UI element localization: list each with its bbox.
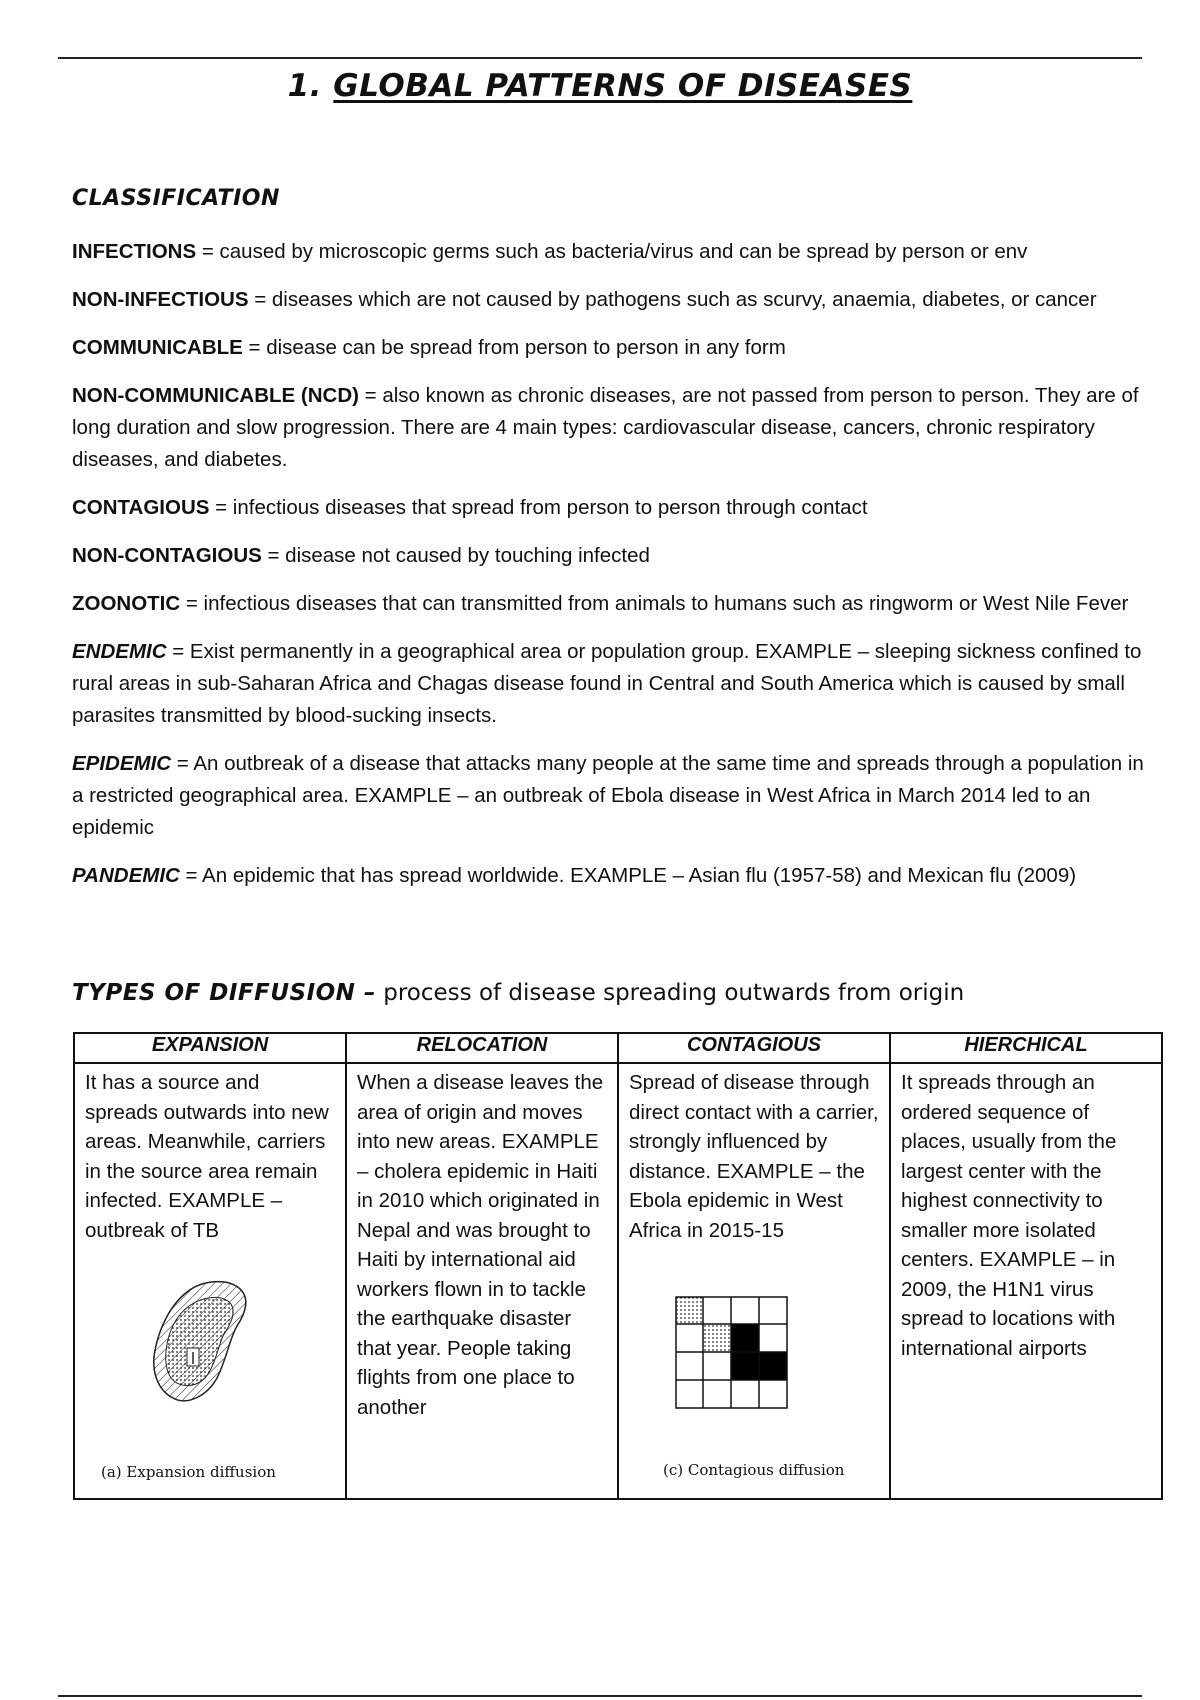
definition-non-contagious xyxy=(72,540,1152,572)
table-header-row xyxy=(74,1033,1162,1063)
diffusion-subheading: process of disease spreading outwards from origin xyxy=(375,980,965,1006)
header-hierarchical: HIERCHICAL xyxy=(890,1033,1162,1063)
page-title xyxy=(0,68,1200,104)
title-number: 1. xyxy=(287,68,322,104)
definition-text: = caused by microscopic germs such as bacteria/virus and can be spread by person or env xyxy=(196,240,1028,263)
definition-contagious xyxy=(72,492,1152,524)
expansion-text: It has a source and spreads outwards into new areas. Meanwhile, carriers in the source area remain infected. EXAMPLE – outbreak of TB xyxy=(85,1071,329,1242)
definition-non-infectious xyxy=(72,284,1152,316)
contagious-caption: (c) Contagious diffusion xyxy=(663,1461,845,1479)
cell-relocation xyxy=(346,1063,618,1499)
cell-hierarchical xyxy=(890,1063,1162,1499)
diffusion-heading xyxy=(72,980,964,1006)
cell-contagious xyxy=(618,1063,890,1499)
grid-cell-dotted xyxy=(703,1324,730,1351)
definition-text: = diseases which are not caused by pathogens such as scurvy, anaemia, diabetes, or cancer xyxy=(248,288,1097,311)
expansion-diffusion-figure xyxy=(147,1274,257,1414)
header-relocation: RELOCATION xyxy=(346,1033,618,1063)
classification-heading: CLASSIFICATION xyxy=(72,186,280,211)
term: ENDEMIC xyxy=(72,640,167,663)
contagious-diffusion-figure xyxy=(675,1296,789,1412)
table-row xyxy=(74,1063,1162,1499)
expansion-caption: (a) Expansion diffusion xyxy=(101,1463,276,1481)
definition-text: = disease not caused by touching infected xyxy=(261,544,650,567)
diffusion-table xyxy=(73,1032,1163,1500)
definition-text: = An epidemic that has spread worldwide. EXAMPLE – Asian flu (1957-58) and Mexican flu (2009) xyxy=(179,864,1077,887)
definition-zoonotic xyxy=(72,588,1152,620)
relocation-text: When a disease leaves the area of origin and moves into new areas. EXAMPLE – cholera epidemic in Haiti in 2010 which originated in Nepal and was brought to Haiti by international aid workers flown in to tackle the earthquake disaster that year. People taking flights from one place to another xyxy=(357,1071,604,1419)
top-rule xyxy=(58,57,1142,59)
term: COMMUNICABLE xyxy=(72,336,243,359)
term: NON-COMMUNICABLE (NCD) xyxy=(72,384,359,407)
contagious-text: Spread of disease through direct contact with a carrier, strongly influenced by distance. EXAMPLE – the Ebola epidemic in West Africa in 2015-15 xyxy=(629,1071,879,1242)
cell-expansion xyxy=(74,1063,346,1499)
term: PANDEMIC xyxy=(72,864,180,887)
diffusion-heading-bold: TYPES OF DIFFUSION – xyxy=(72,980,376,1006)
definition-text: = An outbreak of a disease that attacks many people at the same time and spreads through a population in a restricted geographical area. EXAMPLE – an outbreak of Ebola disease in West Africa in March 2014 led to an epidemic xyxy=(72,752,1144,839)
definitions-list xyxy=(72,236,1152,908)
term: ZOONOTIC xyxy=(72,592,181,615)
grid-cell-black xyxy=(731,1324,759,1352)
bottom-rule xyxy=(58,1695,1142,1697)
definition-epidemic xyxy=(72,748,1152,844)
term: NON-CONTAGIOUS xyxy=(72,544,262,567)
definition-non-communicable xyxy=(72,380,1152,476)
grid-cell-dotted xyxy=(676,1297,703,1324)
hierarchical-text: It spreads through an ordered sequence of places, usually from the largest center with the highest connectivity to smaller more isolated centers. EXAMPLE – in 2009, the H1N1 virus spread to locations with international airports xyxy=(901,1071,1117,1360)
definition-pandemic xyxy=(72,860,1152,892)
definition-infections xyxy=(72,236,1152,268)
definition-text: = Exist permanently in a geographical area or population group. EXAMPLE – sleeping sickness confined to rural areas in sub-Saharan Africa and Chagas disease found in Central and South America which is caused by small parasites transmitted by blood-sucking insects. xyxy=(72,640,1142,727)
definition-text: = infectious diseases that spread from person to person through contact xyxy=(209,496,868,519)
title-text: GLOBAL PATTERNS OF DISEASES xyxy=(333,68,913,104)
definition-text: = also known as chronic diseases, are not passed from person to person. They are of long duration and slow progression. There are 4 main types: cardiovascular disease, cancers, chronic respiratory diseases, and diabetes. xyxy=(72,384,1139,471)
header-expansion: EXPANSION xyxy=(74,1033,346,1063)
term: NON-INFECTIOUS xyxy=(72,288,249,311)
term: INFECTIONS xyxy=(72,240,197,263)
definition-endemic xyxy=(72,636,1152,732)
term: CONTAGIOUS xyxy=(72,496,210,519)
header-contagious: CONTAGIOUS xyxy=(618,1033,890,1063)
definition-text: = infectious diseases that can transmitted from animals to humans such as ringworm or West Nile Fever xyxy=(180,592,1129,615)
definition-communicable xyxy=(72,332,1152,364)
term: EPIDEMIC xyxy=(72,752,172,775)
definition-text: = disease can be spread from person to person in any form xyxy=(242,336,786,359)
